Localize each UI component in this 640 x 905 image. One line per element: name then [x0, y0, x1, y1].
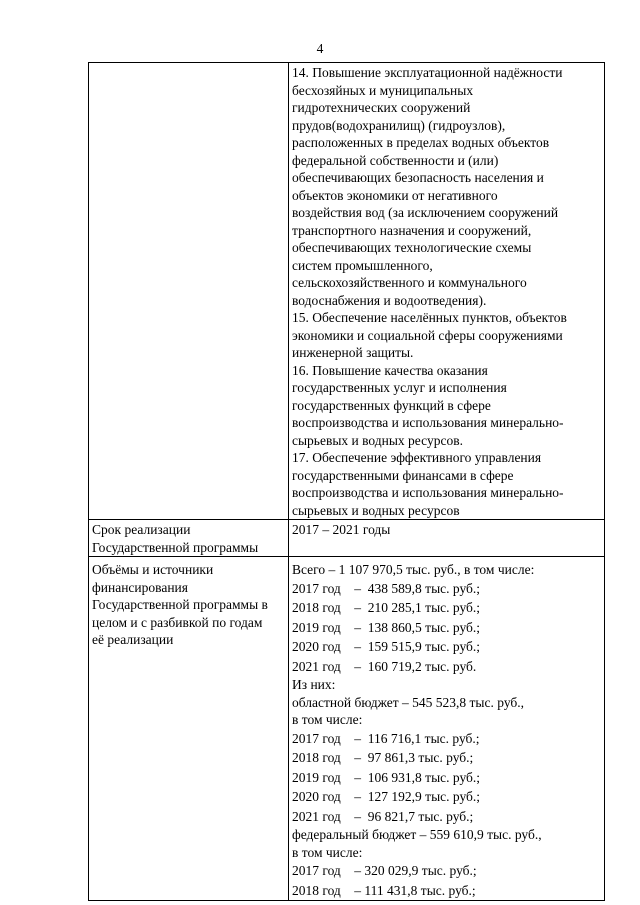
goals-line: сырьевых и водных ресурсов.: [292, 432, 463, 448]
funding-total-line: Всего – 1 107 970,5 тыс. руб., в том числе:: [292, 562, 535, 577]
funding-value-cell: [289, 557, 605, 901]
regional-year-line: 2021 год – 96 821,7 тыс. руб.;: [292, 808, 474, 824]
funding-year-line: 2018 год – 210 285,1 тыс. руб.;: [292, 600, 481, 615]
funding-label-line: целом и с разбивкой по годам: [92, 614, 263, 630]
goals-line: транспортного назначения и сооружений,: [292, 222, 532, 238]
goals-line: обеспечивающих безопасность населения и: [292, 170, 544, 185]
goals-line: 17. Обеспечение эффективного управления: [292, 450, 542, 465]
goals-line: государственных услуг и исполнения: [292, 380, 507, 395]
goals-line: инженерной защиты.: [292, 345, 414, 360]
goals-line: воспроизводства и использования минерально-: [292, 415, 564, 430]
term-value-cell: [289, 520, 605, 557]
term-label-line: Срок реализации: [92, 522, 191, 537]
funding-label-cell: [89, 557, 289, 901]
goals-line: воспроизводства и использования минерально-: [292, 485, 564, 500]
term-row: [89, 520, 605, 557]
federal-budget-line: федеральный бюджет – 559 610,9 тыс. руб.,: [292, 827, 542, 842]
funding-label-line: её реализации: [92, 632, 174, 647]
term-label-cell: [89, 520, 289, 557]
funding-label-line: Объёмы и источники: [92, 562, 214, 577]
federal-year-line: 2018 год – 111 431,8 тыс. руб.;: [292, 882, 476, 898]
term-label-line: Государственной программы: [92, 539, 259, 555]
goals-line: расположенных в пределах водных объектов: [292, 135, 550, 150]
goals-line: сельскохозяйственного и коммунального: [292, 275, 527, 290]
including-line: в том числе:: [292, 712, 363, 727]
goals-line: 15. Обеспечение населённых пунктов, объектов: [292, 310, 567, 325]
including-line: в том числе:: [292, 844, 363, 860]
program-passport-table: [88, 62, 605, 901]
goals-label-cell: [89, 63, 289, 520]
goals-line: гидротехнических сооружений: [292, 100, 471, 115]
funding-year-line: 2020 год – 159 515,9 тыс. руб.;: [292, 639, 481, 654]
goals-line: объектов экономики от негативного: [292, 187, 498, 203]
goals-line: прудов(водохранилищ) (гидроузлов),: [292, 117, 506, 133]
goals-line: сырьевых и водных ресурсов: [292, 502, 460, 518]
funding-label-line: финансирования: [92, 579, 188, 595]
goals-line: федеральной собственности и (или): [292, 152, 499, 168]
goals-line: государственными финансами в сфере: [292, 467, 514, 483]
goals-line: экономики и социальной сферы сооружениями: [292, 327, 563, 343]
regional-year-line: 2017 год – 116 716,1 тыс. руб.;: [292, 730, 480, 746]
goals-line: бесхозяйных и муниципальных: [292, 82, 474, 98]
federal-year-line: 2017 год – 320 029,9 тыс. руб.;: [292, 863, 477, 878]
regional-budget-line: областной бюджет – 545 523,8 тыс. руб.,: [292, 694, 525, 710]
goals-line: систем промышленного,: [292, 257, 433, 273]
funding-year-line: 2019 год – 138 860,5 тыс. руб.;: [292, 619, 481, 635]
funding-year-line: 2021 год – 160 719,2 тыс. руб.: [292, 658, 477, 674]
regional-year-line: 2019 год – 106 931,8 тыс. руб.;: [292, 769, 481, 785]
funding-year-line: 2017 год – 438 589,8 тыс. руб.;: [292, 580, 481, 596]
term-value: 2017 – 2021 годы: [292, 522, 391, 537]
goals-line: воздействия вод (за исключением сооружений: [292, 205, 559, 220]
funding-of-them-line: Из них:: [292, 677, 336, 692]
goals-line: водоснабжения и водоотведения).: [292, 292, 487, 308]
goals-value-cell: [289, 63, 605, 520]
goals-line: 16. Повышение качества оказания: [292, 362, 488, 378]
goals-line: обеспечивающих технологические схемы: [292, 240, 532, 255]
regional-year-line: 2020 год – 127 192,9 тыс. руб.;: [292, 789, 481, 804]
regional-year-line: 2018 год – 97 861,3 тыс. руб.;: [292, 750, 474, 765]
goals-line: 14. Повышение эксплуатационной надёжности: [292, 65, 563, 80]
goals-row: [89, 63, 605, 520]
goals-line: государственных функций в сфере: [292, 397, 491, 413]
funding-row: [89, 557, 605, 901]
page-number: 4: [316, 41, 324, 56]
funding-label-line: Государственной программы в: [92, 597, 268, 612]
